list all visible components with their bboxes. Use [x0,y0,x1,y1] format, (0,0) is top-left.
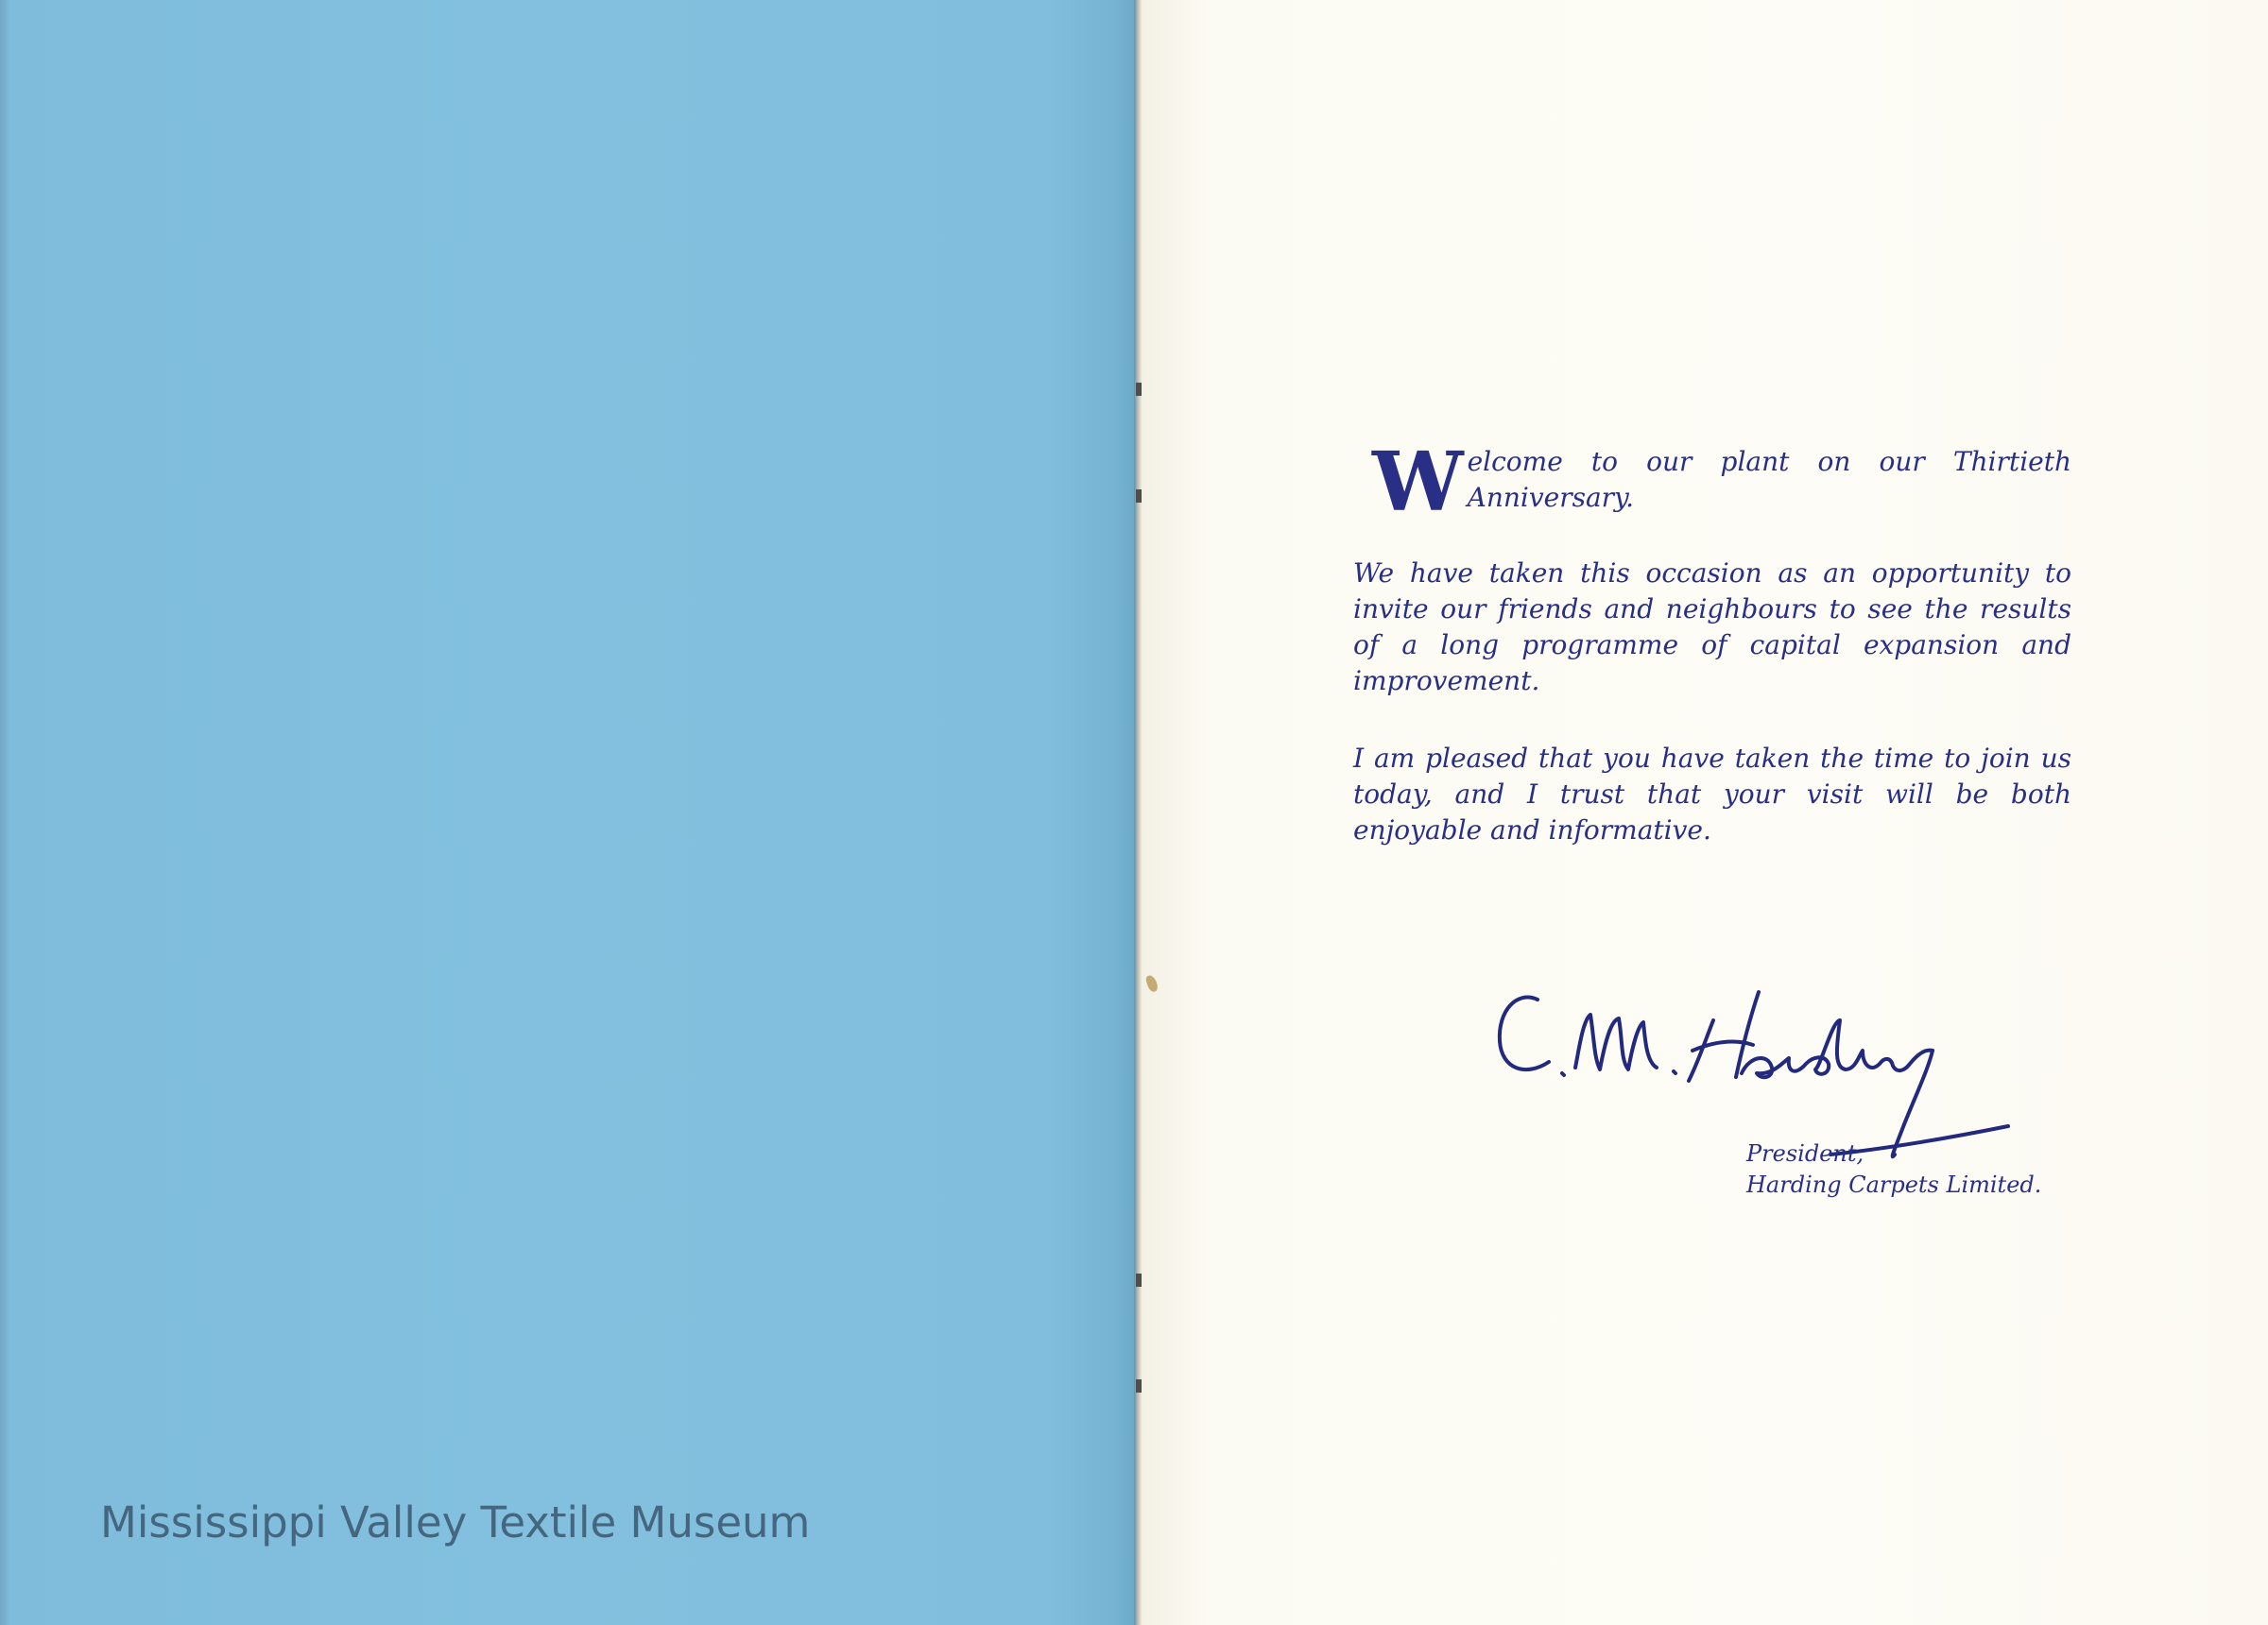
letter-paragraph-1 [1353,435,2071,530]
letter-paragraph-3: I am pleased that you have taken the time to join us today, and I trust that your visit will be both enjoyable and informative. [1353,743,2071,846]
company-name: Harding Carpets Limited. [1746,1172,2042,1198]
drop-cap: W [1372,435,1464,530]
letter-paragraph-1-text: elcome to our plant on our Thirtieth Anniversary. [1467,446,2071,513]
letter-paragraph-2: We have taken this occasion as an opportunity to invite our friends and neighbours to see the results of a long programme of capital expansion and improvement. [1353,557,2071,696]
signatory-title: President, [1746,1140,1864,1167]
museum-watermark: Mississippi Valley Textile Museum [100,1497,811,1548]
signature-block [1746,1138,2041,1201]
welcome-letter [1353,435,2071,848]
